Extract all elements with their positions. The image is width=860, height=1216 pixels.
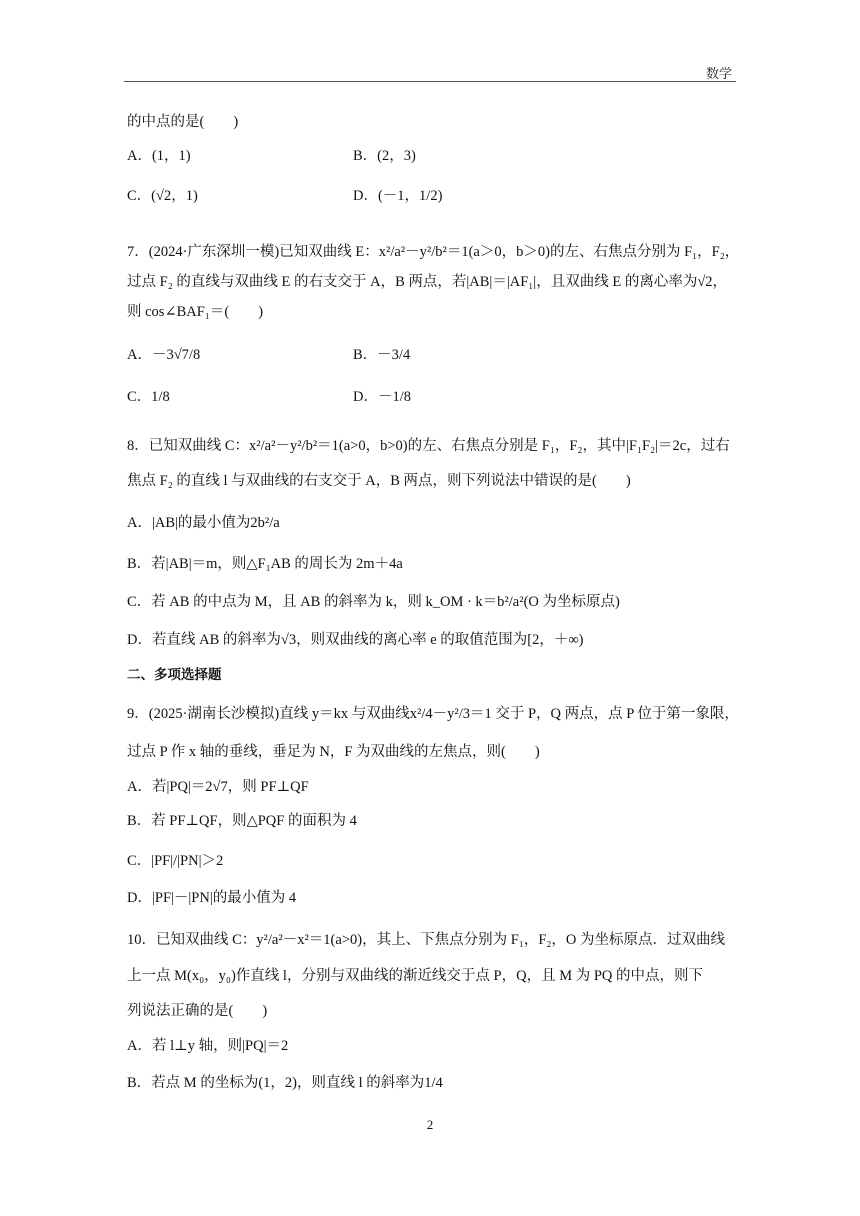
q7-line-1: 7．(2024·广东深圳一模)已知双曲线 E：x²/a²－y²/b²＝1(a＞0，b＞0)的左、右焦点分别为 F₁，F₂，	[127, 244, 740, 260]
q10-line-1: 10．已知双曲线 C：y²/a²－x²＝1(a>0)，其上、下焦点分别为 F₁，F₂，O 为坐标原点．过双曲线	[127, 932, 726, 948]
q6-stem: 的中点的是( )	[127, 114, 239, 130]
q6-option-b: B．(2，3)	[353, 148, 416, 164]
subject-label: 数学	[705, 66, 732, 81]
header-rule	[124, 81, 736, 82]
q9-option-d: D．|PF|－|PN|的最小值为 4	[127, 890, 297, 906]
q8-option-a: A．|AB|的最小值为2b²/a	[127, 515, 280, 531]
q10-line-3: 列说法正确的是( )	[127, 1003, 268, 1019]
q7-option-d: D．－1/8	[353, 389, 411, 405]
q9-line-1: 9．(2025·湖南长沙模拟)直线 y＝kx 与双曲线x²/4－y²/3＝1 交于 P，Q 两点，点 P 位于第一象限，	[127, 706, 739, 722]
q9-option-a: A．若|PQ|＝2√7，则 PF⊥QF	[127, 779, 309, 795]
q8-line-1: 8．已知双曲线 C：x²/a²－y²/b²＝1(a>0，b>0)的左、右焦点分别是 F₁，F₂，其中|F₁F₂|＝2c，过右	[127, 438, 730, 454]
q8-option-c: C．若 AB 的中点为 M，且 AB 的斜率为 k，则 k_OM · k＝b²/a²(O 为坐标原点)	[127, 594, 620, 610]
q7-option-c: C．1/8	[127, 389, 170, 405]
q6-option-d: D．(－1，1/2)	[353, 188, 443, 204]
page-number: 2	[426, 1117, 434, 1132]
q9-line-2: 过点 P 作 x 轴的垂线，垂足为 N，F 为双曲线的左焦点，则( )	[127, 744, 540, 760]
q9-option-c: C．|PF|/|PN|＞2	[127, 853, 224, 869]
q6-option-a: A．(1，1)	[127, 148, 191, 164]
q6-option-c: C．(√2，1)	[127, 188, 198, 204]
q7-line-2: 过点 F₂ 的直线与双曲线 E 的右支交于 A，B 两点，若|AB|＝|AF₁|，且双曲线 E 的离心率为√2，	[127, 274, 728, 290]
q7-option-a: A．－3√7/8	[127, 347, 201, 363]
q10-option-a: A．若 l⊥y 轴，则|PQ|＝2	[127, 1038, 289, 1054]
q7-option-b: B．－3/4	[353, 347, 411, 363]
q10-option-b: B．若点 M 的坐标为(1，2)，则直线 l 的斜率为1/4	[127, 1075, 443, 1091]
q8-option-b: B．若|AB|＝m，则△F₁AB 的周长为 2m＋4a	[127, 556, 403, 572]
q9-option-b: B．若 PF⊥QF，则△PQF 的面积为 4	[127, 813, 357, 829]
section-title: 二、多项选择题	[127, 667, 222, 683]
q10-line-2: 上一点 M(x₀，y₀)作直线 l，分别与双曲线的渐近线交于点 P，Q，且 M 为 PQ 的中点，则下	[127, 968, 704, 984]
q8-option-d: D．若直线 AB 的斜率为√3，则双曲线的离心率 e 的取值范围为[2，＋∞)	[127, 632, 584, 648]
q7-line-3: 则 cos∠BAF₁＝( )	[127, 304, 264, 320]
q8-line-2: 焦点 F₂ 的直线 l 与双曲线的右支交于 A，B 两点，则下列说法中错误的是( )	[127, 473, 631, 489]
